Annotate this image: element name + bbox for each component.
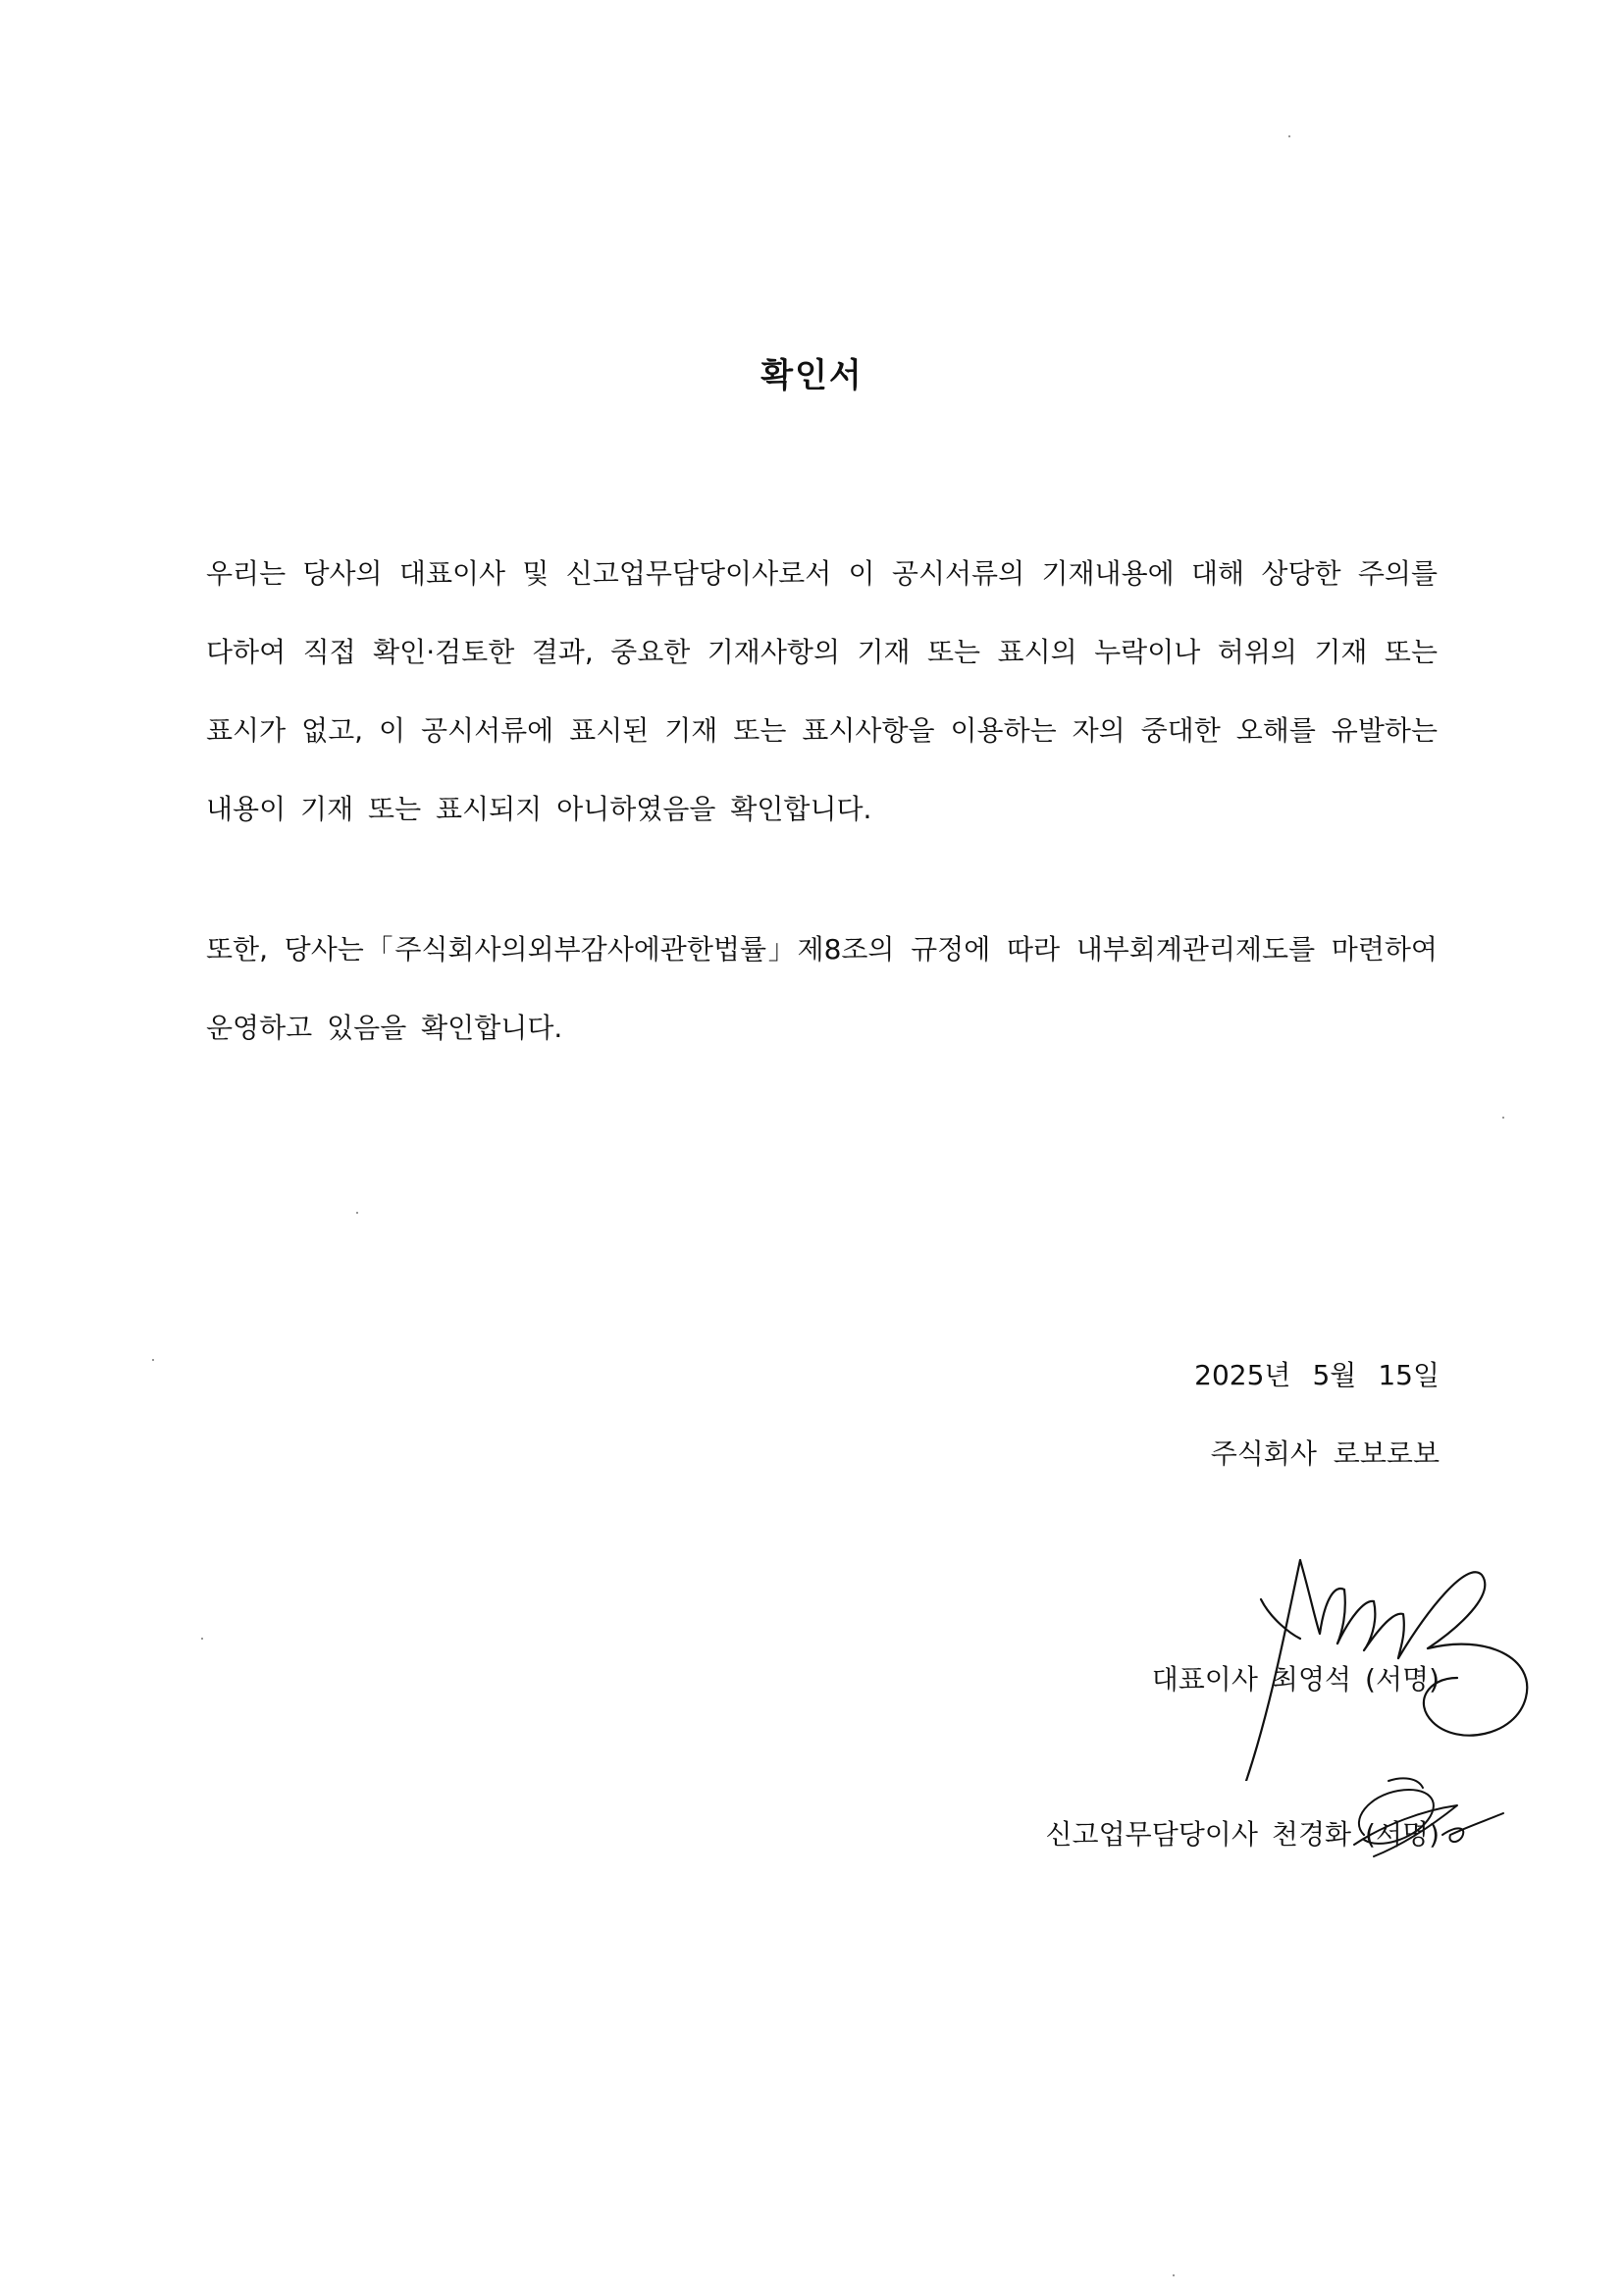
signer-name: 최영석 <box>1271 1663 1352 1696</box>
signature-mark: (서명) <box>1365 1818 1440 1851</box>
internal-control-paragraph: 또한, 당사는「주식회사의외부감사에관한법률」제8조의 규정에 따라 내부회계관리제도를 마련하여 운영하고 있음을 확인합니다. <box>206 933 1438 1044</box>
date-day: 15일 <box>1378 1359 1440 1391</box>
signature-mark: (서명) <box>1365 1663 1440 1696</box>
signer-disclosure-officer <box>1046 1813 1441 1852</box>
scan-speck <box>356 1212 358 1214</box>
scan-speck <box>1288 135 1290 137</box>
scan-speck <box>1502 1117 1504 1119</box>
signer-name: 천경화 <box>1271 1818 1352 1851</box>
date-month: 5월 <box>1312 1359 1357 1391</box>
company-name: 주식회사 로보로보 <box>1210 1437 1440 1470</box>
scan-speck <box>1173 2274 1175 2276</box>
scan-speck <box>152 1359 154 1361</box>
document-title: 확인서 <box>760 356 864 395</box>
confirmation-paragraph: 우리는 당사의 대표이사 및 신고업무담당이사로서 이 공시서류의 기재내용에 대해 상당한 주의를 다하여 직접 확인·검토한 결과, 중요한 기재사항의 기재 또는 표시의 누락이나 허위의 기재 또는 표시가 없고, 이 공시서류에 표시된 기재 또는 표시사항을 이용하는 자의 중대한 오해를 유발하는 내용이 기재 또는 표시되지 아니하였음을 확인합니다. <box>206 557 1438 825</box>
date-year: 2025년 <box>1194 1359 1291 1391</box>
scan-speck <box>201 1638 203 1640</box>
signer-role: 대표이사 <box>1151 1663 1258 1696</box>
signer-ceo <box>1152 1658 1440 1697</box>
signer-role: 신고업무담당이사 <box>1045 1818 1258 1851</box>
document-date <box>1194 1354 1440 1393</box>
